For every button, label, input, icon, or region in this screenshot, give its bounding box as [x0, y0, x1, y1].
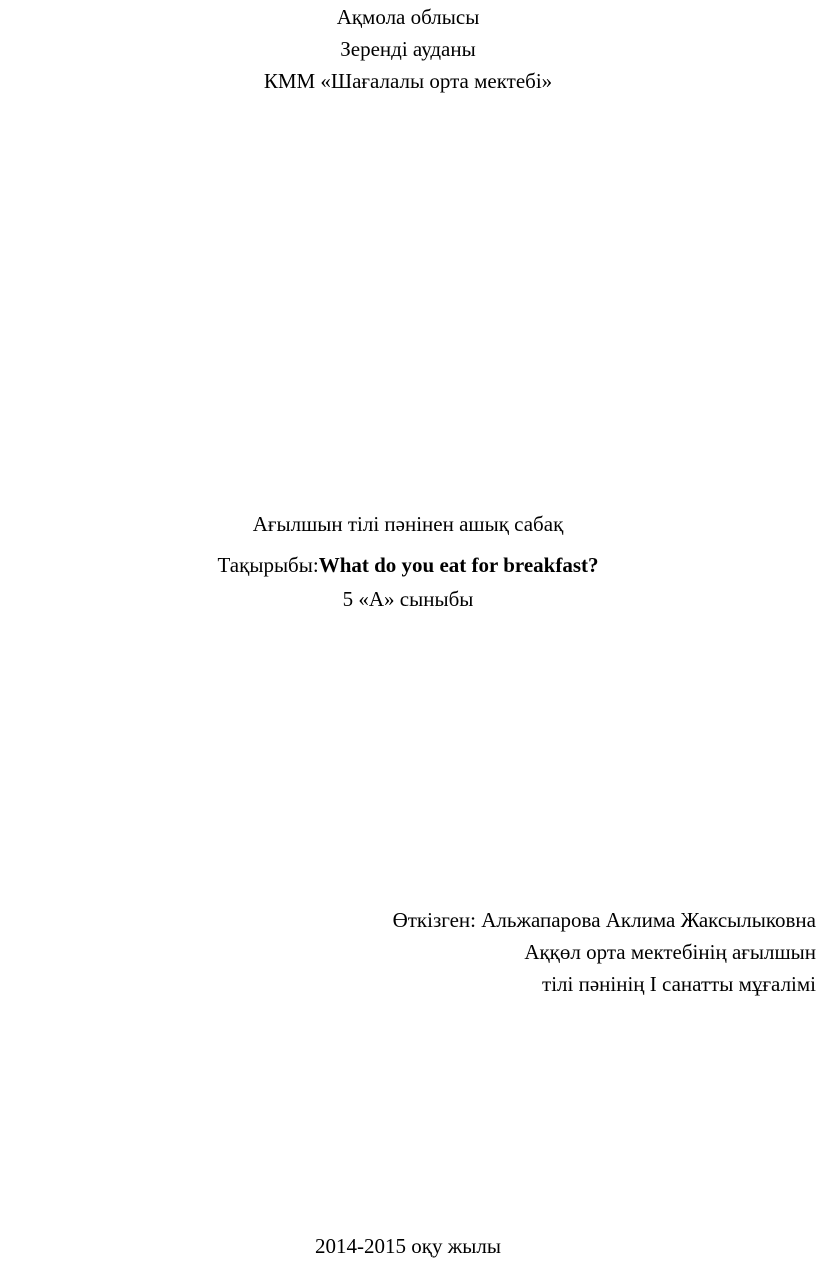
teacher-position-line2: тілі пәнінің І санатты мұғалімі [542, 972, 816, 996]
lesson-topic-line [0, 551, 816, 579]
lesson-title: Ағылшын тілі пәнінен ашық сабақ [252, 512, 564, 536]
topic-text: What do you eat for breakfast? [318, 553, 599, 577]
school-name: КММ «Шағалалы орта мектебі» [263, 69, 553, 93]
teacher-position-line1: Аққөл орта мектебінің ағылшын [524, 940, 816, 964]
academic-year: 2014-2015 оқу жылы [315, 1234, 501, 1258]
district-name: Зеренді ауданы [340, 37, 476, 61]
teacher-name: Өткізген: Альжапарова Аклима Жаксылыковна [392, 908, 816, 932]
region-name: Ақмола облысы [336, 5, 480, 29]
grade-label: 5 «А» сыныбы [342, 587, 474, 611]
topic-label: Тақырыбы: [217, 553, 319, 577]
